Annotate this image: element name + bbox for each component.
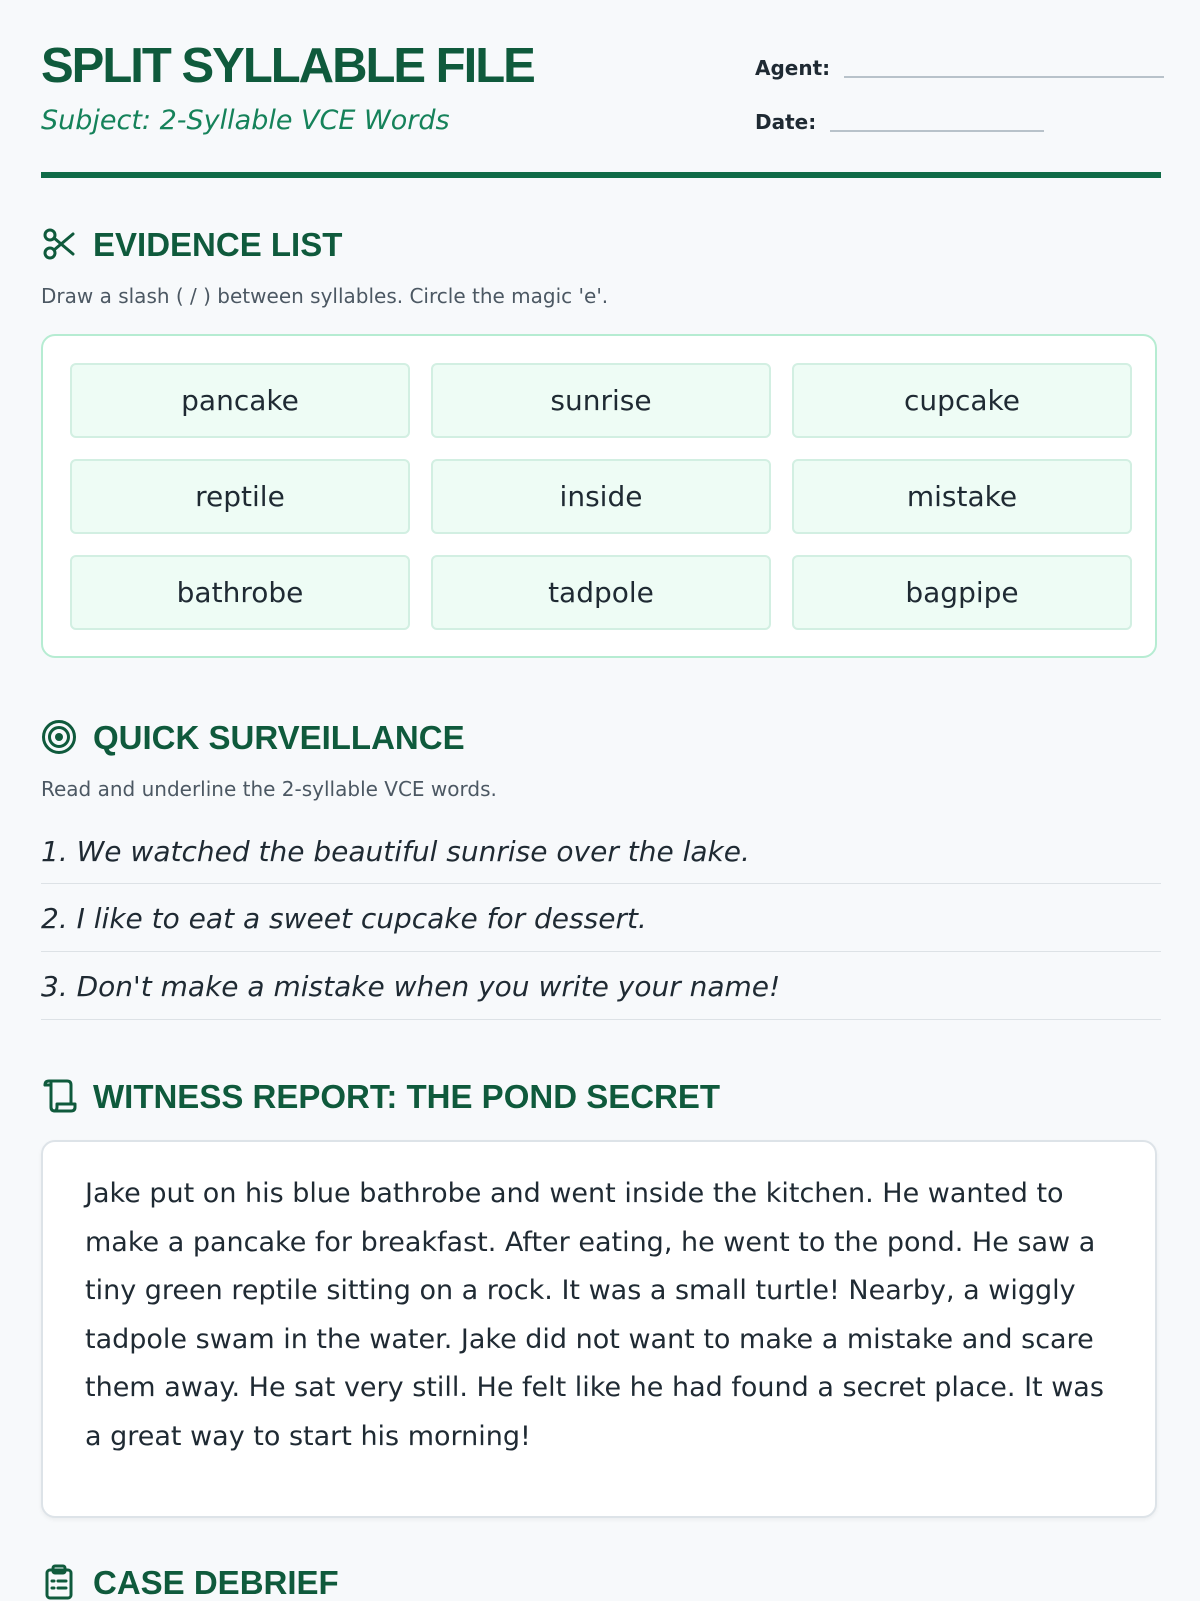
scissors-icon bbox=[41, 226, 77, 262]
evidence-word-box bbox=[41, 334, 1157, 658]
word-card[interactable]: reptile bbox=[70, 459, 410, 534]
witness-title: WITNESS REPORT: THE POND SECRET bbox=[93, 1077, 721, 1115]
story-box bbox=[41, 1140, 1157, 1518]
word-card[interactable]: mistake bbox=[792, 459, 1132, 534]
scroll-icon bbox=[41, 1078, 77, 1114]
agent-input-line[interactable] bbox=[844, 54, 1164, 78]
clipboard-icon bbox=[41, 1564, 77, 1600]
surveillance-title: QUICK SURVEILLANCE bbox=[93, 718, 465, 756]
date-label: Date: bbox=[755, 110, 817, 134]
worksheet-page bbox=[41, 0, 1161, 1601]
page-subtitle: Subject: 2-Syllable VCE Words bbox=[41, 105, 450, 136]
agent-field bbox=[755, 54, 1164, 78]
story-text: Jake put on his blue bathrobe and went inside the kitchen. He wanted to make a pancake for breakfast. After eating, he went to the pond. He saw a tiny green reptile sitting on a rock. It was a small turtle! Nearby, a wiggly tadpole swam in the water. Jake did not want to make a mistake and scare them away. He sat very still. He felt like he had found a secret place. It was a great way to start his morning! bbox=[85, 1178, 1104, 1452]
sentence-item[interactable]: 1. We watched the beautiful sunrise over the lake. bbox=[41, 818, 1161, 884]
sentence-item[interactable]: 2. I like to eat a sweet cupcake for dessert. bbox=[41, 884, 1161, 952]
page-title: SPLIT SYLLABLE FILE bbox=[41, 39, 534, 93]
word-card[interactable]: tadpole bbox=[431, 555, 771, 630]
surveillance-section-heading bbox=[41, 719, 465, 755]
worksheet-header bbox=[41, 0, 1161, 180]
header-divider bbox=[41, 172, 1161, 178]
word-card[interactable]: cupcake bbox=[792, 363, 1132, 438]
date-input-line[interactable] bbox=[830, 108, 1044, 132]
sentence-list bbox=[41, 818, 1161, 1020]
sentence-item[interactable]: 3. Don't make a mistake when you write your name! bbox=[41, 952, 1161, 1020]
witness-section-heading bbox=[41, 1078, 720, 1114]
word-card[interactable]: sunrise bbox=[431, 363, 771, 438]
word-grid bbox=[70, 363, 1132, 630]
word-card[interactable]: bathrobe bbox=[70, 555, 410, 630]
debrief-title: CASE DEBRIEF bbox=[93, 1563, 339, 1601]
word-card[interactable]: inside bbox=[431, 459, 771, 534]
word-card[interactable]: pancake bbox=[70, 363, 410, 438]
evidence-instruction: Draw a slash ( / ) between syllables. Circle the magic 'e'. bbox=[41, 284, 609, 308]
word-card[interactable]: bagpipe bbox=[792, 555, 1132, 630]
target-icon bbox=[41, 719, 77, 755]
surveillance-instruction: Read and underline the 2-syllable VCE words. bbox=[41, 777, 497, 801]
evidence-title: EVIDENCE LIST bbox=[93, 225, 343, 263]
debrief-section-heading bbox=[41, 1564, 339, 1600]
evidence-section-heading bbox=[41, 226, 342, 262]
agent-label: Agent: bbox=[755, 56, 831, 80]
date-field bbox=[755, 108, 1044, 132]
